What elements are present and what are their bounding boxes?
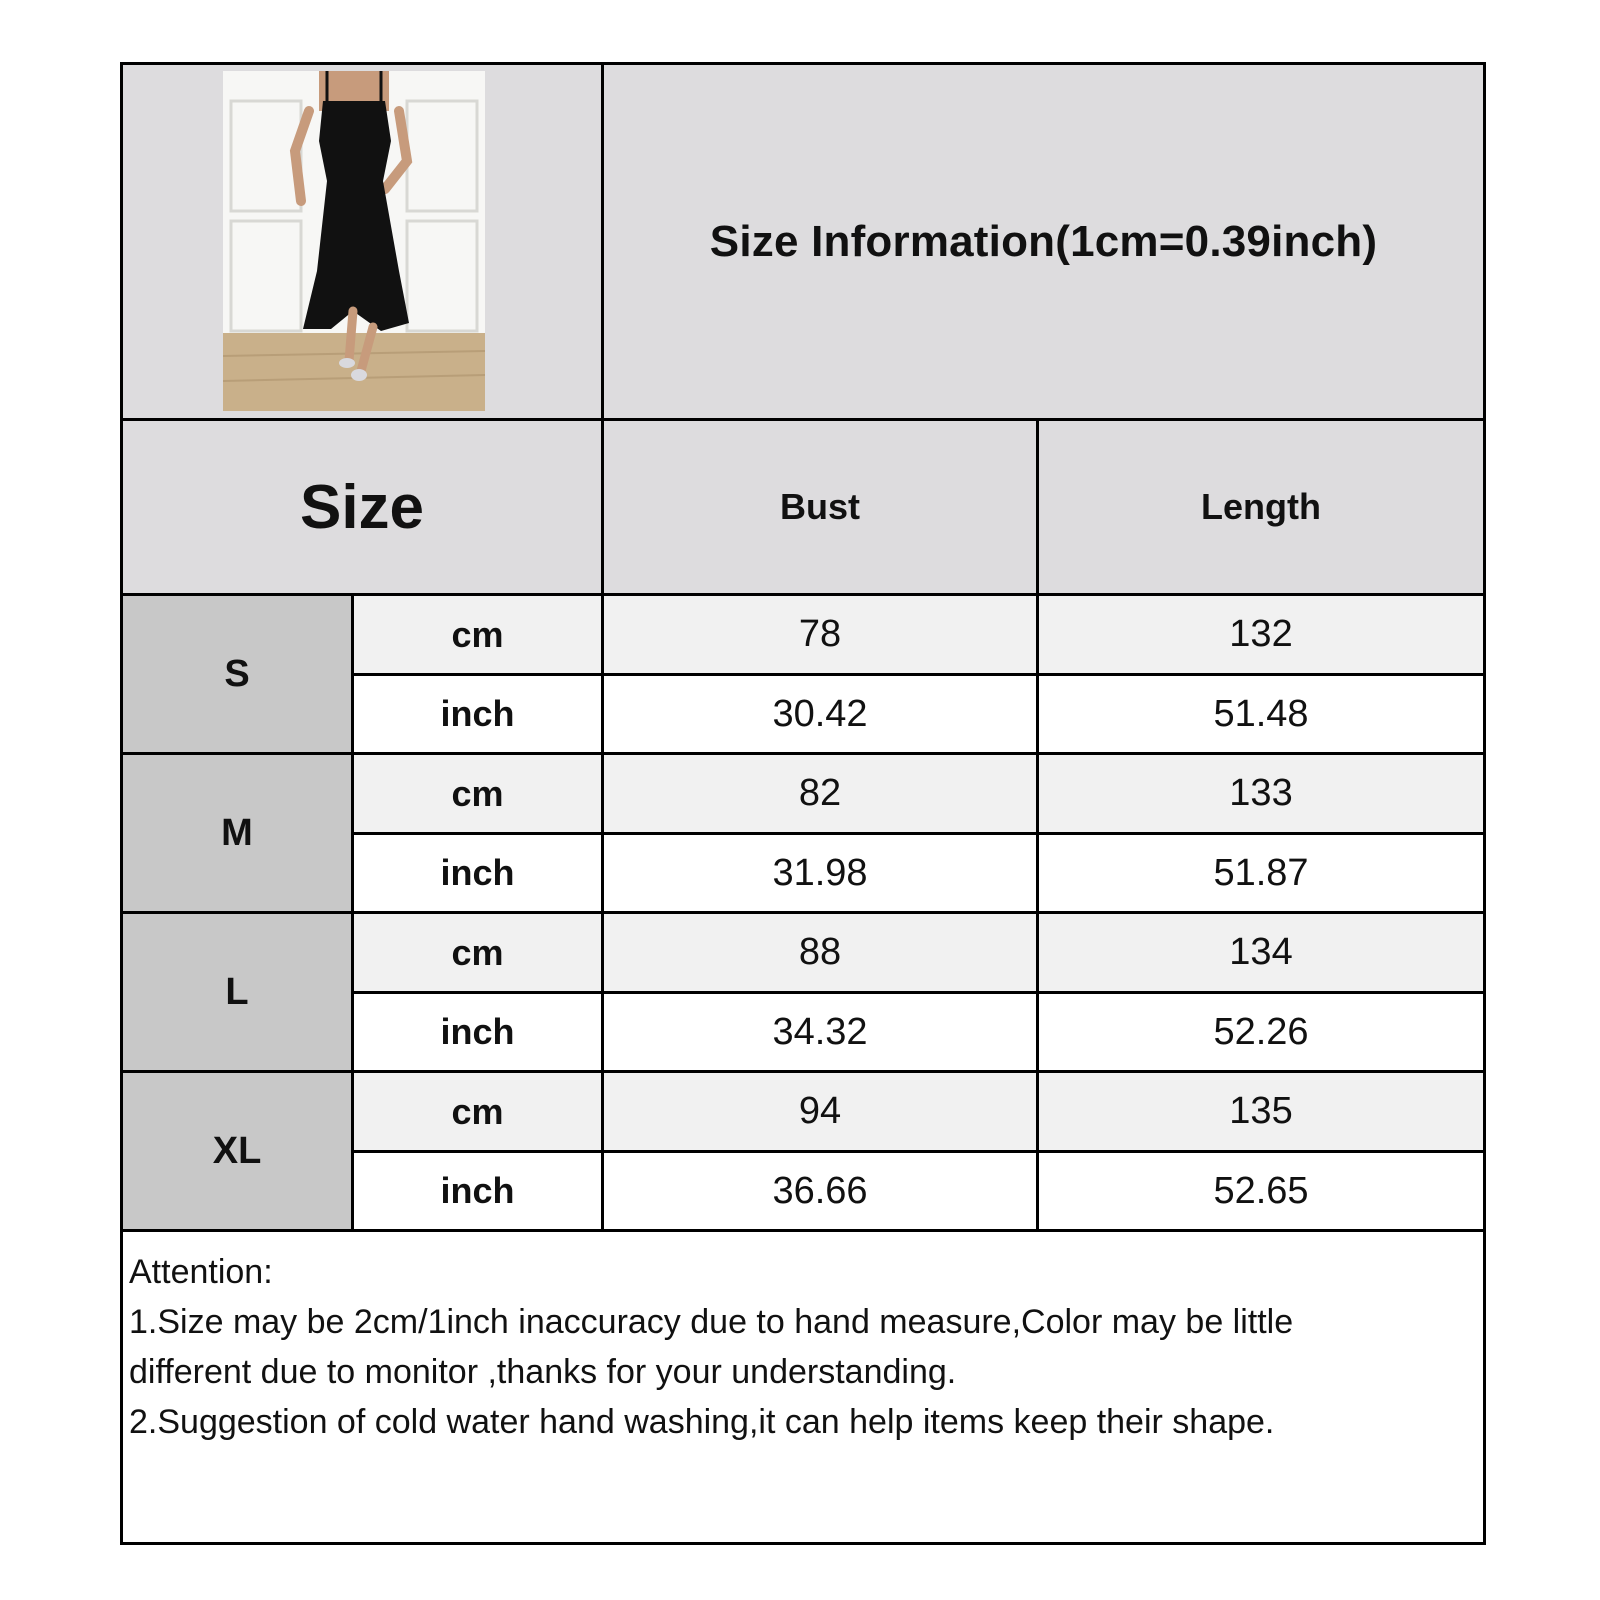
unit-cell	[354, 596, 601, 673]
size-label-text: L	[225, 970, 249, 1013]
note-line: different due to monitor ,thanks for your understanding.	[129, 1353, 957, 1391]
attention-notes	[129, 1247, 1469, 1447]
note-line: 1.Size may be 2cm/1inch inaccuracy due to hand measure,Color may be little	[129, 1303, 1294, 1341]
unit-cell	[354, 676, 601, 752]
length-value	[1039, 755, 1483, 832]
grid-line	[123, 418, 1483, 421]
unit-text: inch	[440, 693, 515, 734]
value-text: 94	[798, 1090, 842, 1132]
grid-line	[601, 65, 604, 1229]
size-label-s	[123, 596, 351, 752]
bust-value	[604, 596, 1036, 673]
value-text: 36.66	[772, 1169, 868, 1212]
bust-value	[604, 1073, 1036, 1150]
grid-line	[123, 911, 1483, 914]
size-label-l	[123, 914, 351, 1070]
length-value	[1039, 914, 1483, 991]
grid-line	[351, 1150, 1483, 1153]
value-text: 88	[798, 931, 842, 973]
size-label-text: S	[224, 652, 250, 695]
bust-value	[604, 914, 1036, 991]
bust-value	[604, 994, 1036, 1070]
unit-cell	[354, 914, 601, 991]
size-header	[123, 421, 601, 593]
unit-text: inch	[440, 1011, 515, 1052]
size-label-xl	[123, 1073, 351, 1229]
grid-line	[1036, 421, 1039, 1229]
unit-text: cm	[451, 1090, 504, 1132]
unit-text: inch	[440, 852, 515, 893]
value-text: 51.48	[1213, 692, 1309, 735]
product-photo-cell	[123, 65, 601, 418]
value-text: 31.98	[772, 851, 868, 894]
value-text: 135	[1229, 1090, 1293, 1132]
value-text: 34.32	[772, 1010, 868, 1053]
grid-line	[123, 1070, 1483, 1073]
grid-line	[351, 832, 1483, 835]
column-header-label: Bust	[780, 486, 860, 527]
value-text: 132	[1229, 613, 1293, 655]
unit-text: cm	[451, 931, 504, 973]
length-value	[1039, 1073, 1483, 1150]
value-text: 78	[798, 613, 842, 655]
unit-cell	[354, 994, 601, 1070]
length-value	[1039, 994, 1483, 1070]
notes-heading: Attention:	[129, 1253, 273, 1291]
column-header-label: Length	[1201, 486, 1321, 527]
size-label-text: M	[221, 811, 253, 854]
grid-line	[123, 752, 1483, 755]
size-label-m	[123, 755, 351, 911]
size-label-text: XL	[212, 1129, 262, 1172]
product-photo	[223, 71, 485, 411]
value-text: 82	[798, 772, 842, 814]
value-text: 133	[1229, 772, 1293, 814]
value-text: 51.87	[1213, 851, 1309, 894]
grid-line	[123, 1229, 1483, 1232]
bust-value	[604, 676, 1036, 752]
page-title: Size Information(1cm=0.39inch)	[709, 216, 1378, 266]
unit-cell	[354, 835, 601, 911]
column-header-length	[1039, 421, 1483, 593]
unit-text: cm	[451, 613, 504, 655]
value-text: 52.26	[1213, 1010, 1309, 1053]
bust-value	[604, 1153, 1036, 1229]
length-value	[1039, 676, 1483, 752]
size-header-label: Size	[299, 472, 425, 542]
value-text: 52.65	[1213, 1169, 1309, 1212]
size-chart	[120, 62, 1486, 1545]
length-value	[1039, 596, 1483, 673]
unit-cell	[354, 1073, 601, 1150]
grid-line	[123, 593, 1483, 596]
column-header-bust	[604, 421, 1036, 593]
unit-cell	[354, 1153, 601, 1229]
unit-text: cm	[451, 772, 504, 814]
value-text: 30.42	[772, 692, 868, 735]
unit-cell	[354, 755, 601, 832]
note-line: 2.Suggestion of cold water hand washing,it can help items keep their shape.	[129, 1403, 1275, 1441]
bust-value	[604, 835, 1036, 911]
value-text: 134	[1229, 931, 1293, 973]
title-cell	[604, 65, 1483, 418]
grid-line	[351, 991, 1483, 994]
length-value	[1039, 1153, 1483, 1229]
length-value	[1039, 835, 1483, 911]
bust-value	[604, 755, 1036, 832]
unit-text: inch	[440, 1170, 515, 1211]
grid-line	[351, 673, 1483, 676]
